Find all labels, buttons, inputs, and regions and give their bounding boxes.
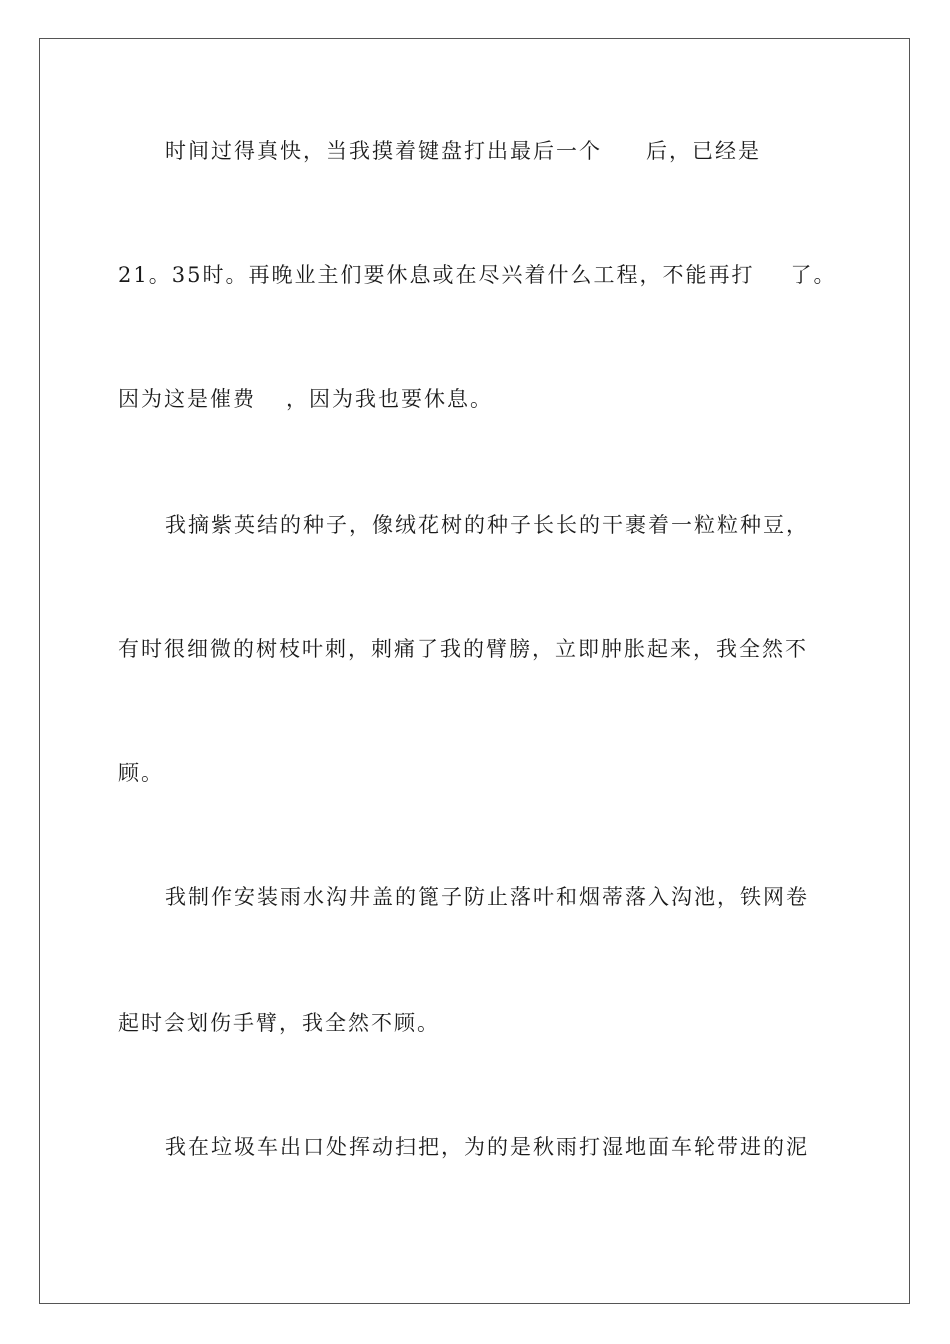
page-border bbox=[39, 38, 910, 1304]
paragraph-1-line-1 bbox=[165, 137, 836, 165]
text-segment: 了。 bbox=[790, 263, 837, 287]
paragraph-2-line-2: 有时很细微的树枝叶刺，刺痛了我的臂膀，立即肿胀起来，我全然不 bbox=[118, 637, 808, 661]
paragraph-1-line-3 bbox=[118, 385, 836, 413]
text-segment: ，因为我也要休息。 bbox=[286, 387, 493, 411]
paragraph-1-line-2 bbox=[118, 261, 836, 289]
text-segment: 后，已经是 bbox=[646, 139, 761, 163]
paragraph-2-line-1: 我摘紫英结的种子，像绒花树的种子长长的干裹着一粒粒种豆， bbox=[165, 513, 809, 537]
text-segment: 因为这是催费 bbox=[118, 387, 256, 411]
paragraph-4-line-1: 我在垃圾车出口处挥动扫把，为的是秋雨打湿地面车轮带进的泥 bbox=[165, 1135, 809, 1159]
paragraph-3-line-1: 我制作安装雨水沟井盖的篦子防止落叶和烟蒂落入沟池，铁网卷 bbox=[165, 885, 809, 909]
text-segment: 时间过得真快，当我摸着键盘打出最后一个 bbox=[165, 139, 602, 163]
text-segment: 21。35时。再晚业主们要休息或在尽兴着什么工程，不能再打 bbox=[118, 263, 755, 287]
paragraph-3-line-2: 起时会划伤手臂，我全然不顾。 bbox=[118, 1011, 440, 1035]
paragraph-2-line-3: 顾。 bbox=[118, 761, 164, 785]
